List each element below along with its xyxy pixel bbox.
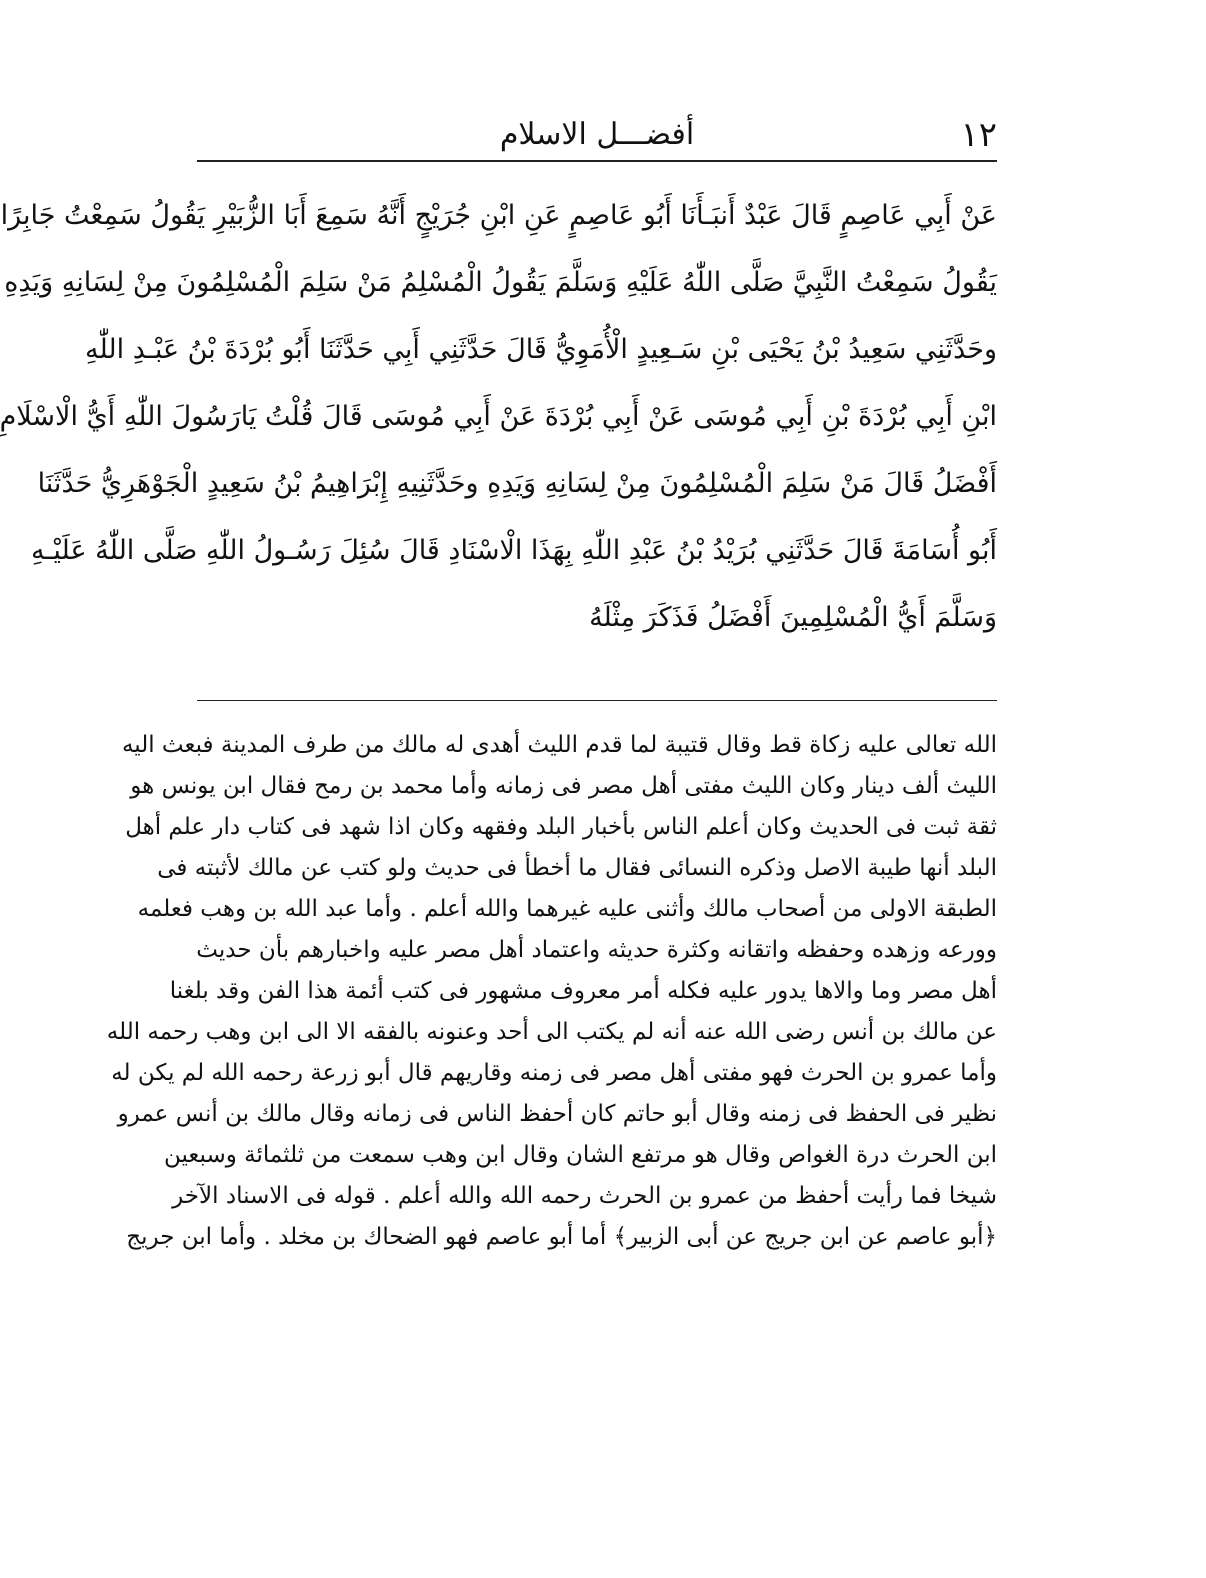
hadith-line: عَنْ أَبِي عَاصِمٍ قَالَ عَبْدٌ أَنبَـأَنَا أَبُو عَاصِمٍ عَنِ ابْنِ جُرَيْجٍ أَنَّهُ سَمِعَ أَبَا الزُّبَيْرِ يَقُولُ سَمِعْتُ جَابِرًا <box>0 200 997 231</box>
commentary-line: البلد أنها طيبة الاصل وذكره النسائى فقال ما أخطأ فى حديث ولو كتب عن مالك لأثبته فى <box>157 855 997 881</box>
commentary-line: الليث ألف دينار وكان الليث مفتى أهل مصر فى زمانه وأما محمد بن رمح فقال ابن يونس هو <box>130 773 997 799</box>
hadith-text-block <box>0 182 997 651</box>
hadith-line: أَبُو أُسَامَةَ قَالَ حَدَّثَنِي بُرَيْدُ بْنُ عَبْدِ اللّٰهِ بِهَذَا الْاسْنَادِ قَالَ سُئِلَ رَسُـولُ اللّٰهِ صَلَّى اللّٰهُ عَلَيْـهِ <box>31 535 997 566</box>
hadith-line: يَقُولُ سَمِعْتُ النَّبِيَّ صَلَّى اللّٰهُ عَلَيْهِ وَسَلَّمَ يَقُولُ الْمُسْلِمُ مَنْ سَلِمَ الْمُسْلِمُونَ مِنْ لِسَانِهِ وَيَدِهِ <box>4 267 997 298</box>
running-title: أفضـــل الاسلام <box>499 117 695 152</box>
commentary-line: ثقة ثبت فى الحديث وكان أعلم الناس بأخبار البلد وفقهه وكان اذا شهد فى كتاب دار علم أهل <box>125 814 997 840</box>
commentary-line: ابن الحرث درة الغواص وقال هو مرتفع الشان وقال ابن وهب سمعت من ثلثمائة وسبعين <box>163 1142 997 1168</box>
commentary-line: الله تعالى عليه زكاة قط وقال قتيبة لما قدم الليث أهدى له مالك من طرف المدينة فبعث اليه <box>121 732 997 758</box>
commentary-line: وأما عمرو بن الحرث فهو مفتى أهل مصر فى زمنه وقاريهم قال أبو زرعة رحمه الله لم يكن له <box>111 1060 997 1086</box>
hadith-line: ابْنِ أَبِي بُرْدَةَ بْنِ أَبِي مُوسَى عَنْ أَبِي بُرْدَةَ عَنْ أَبِي مُوسَى قَالَ قُلْتُ يَارَسُولَ اللّٰهِ أَيُّ الْاسْلَامِ <box>0 401 997 432</box>
page-number: ١٢ <box>960 115 997 155</box>
commentary-line: أهل مصر وما والاها يدور عليه فكله أمر معروف مشهور فى كتب أئمة هذا الفن وقد بلغنا <box>169 978 997 1004</box>
commentary-line: نظير فى الحفظ فى زمنه وقال أبو حاتم كان أحفظ الناس فى زمانه وقال مالك بن أنس عمرو <box>117 1101 997 1127</box>
commentary-line: شيخا فما رأيت أحفظ من عمرو بن الحرث رحمه الله والله أعلم . قوله فى الاسناد الآخر <box>172 1183 997 1209</box>
commentary-line: الطبقة الاولى من أصحاب مالك وأثنى عليه غيرهما والله أعلم . وأما عبد الله بن وهب فعلمه <box>137 896 997 922</box>
section-divider <box>197 700 997 701</box>
commentary-line: عن مالك بن أنس رضى الله عنه أنه لم يكتب الى أحد وعنونه بالفقه الا الى ابن وهب رحمه الله <box>106 1019 997 1045</box>
page-header <box>197 115 997 160</box>
hadith-line: وحَدَّثَنِي سَعِيدُ بْنُ يَحْيَى بْنِ سَـعِيدٍ الْأُمَوِيُّ قَالَ حَدَّثَنِي أَبِي حَدَّثَنَا أَبُو بُرْدَةَ بْنُ عَبْـدِ اللّٰهِ <box>85 334 997 365</box>
commentary-line: ﴿أبو عاصم عن ابن جريج عن أبى الزبير﴾ أما أبو عاصم فهو الضحاك بن مخلد . وأما ابن جريج <box>126 1224 997 1250</box>
hadith-line: وَسَلَّمَ أَيُّ الْمُسْلِمِينَ أَفْضَلُ فَذَكَرَ مِثْلَهُ <box>589 602 997 633</box>
header-rule <box>197 160 997 162</box>
commentary-line: وورعه وزهده وحفظه واتقانه وكثرة حديثه واعتماد أهل مصر عليه واخبارهم بأن حديث <box>196 937 997 963</box>
hadith-line: أَفْضَلُ قَالَ مَنْ سَلِمَ الْمُسْلِمُونَ مِنْ لِسَانِهِ وَيَدِهِ وحَدَّثَنِيهِ إِبْرَاهِيمُ بْنُ سَعِيدٍ الْجَوْهَرِيُّ حَدَّثَنَا <box>37 468 997 499</box>
commentary-block <box>106 725 997 1258</box>
